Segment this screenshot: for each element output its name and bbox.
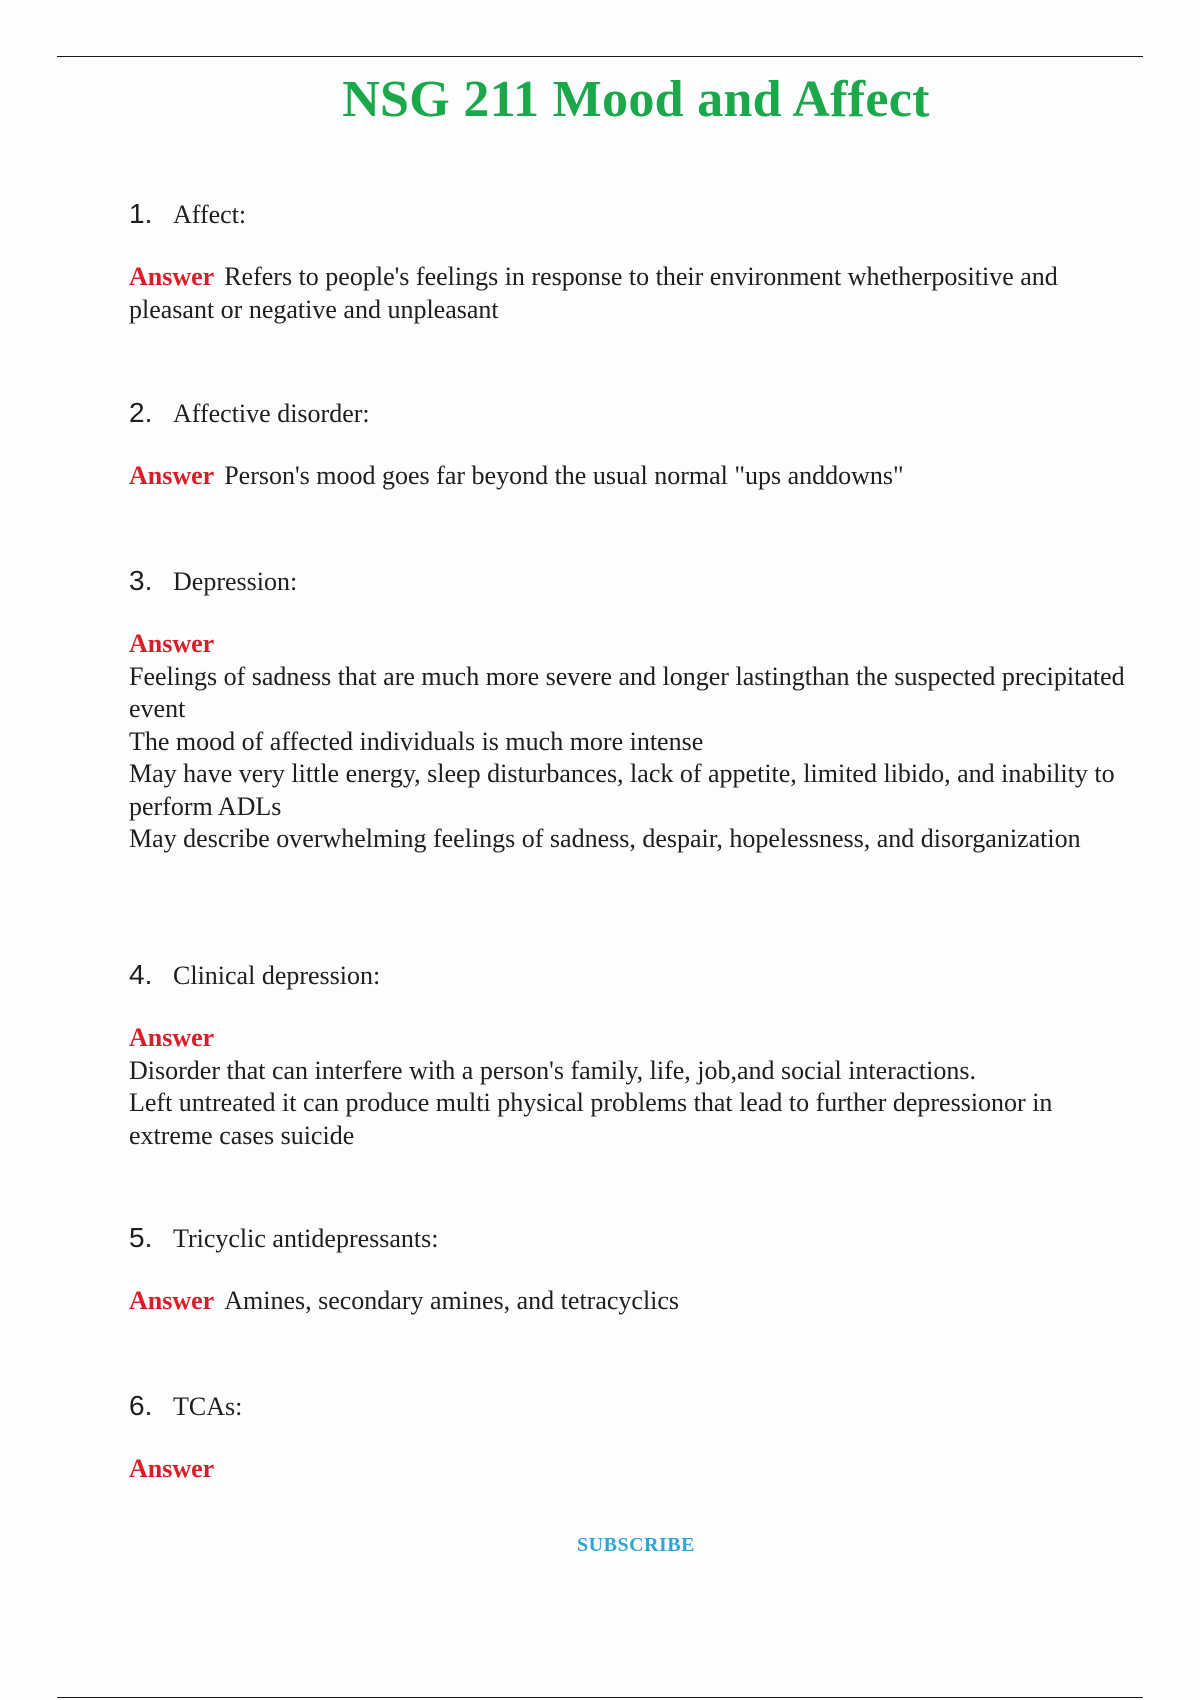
answer xyxy=(129,1453,1139,1486)
answer-label: Answer xyxy=(129,1023,215,1052)
answer-label: Answer xyxy=(129,1454,215,1483)
qa-item-6 xyxy=(129,1390,1139,1486)
question-text: Tricyclic antidepressants: xyxy=(173,1224,439,1253)
answer-label: Answer xyxy=(129,262,215,291)
question-number: 1. xyxy=(129,198,153,229)
question-number: 6. xyxy=(129,1390,153,1421)
answer-text: Person's mood goes far beyond the usual normal "ups anddowns" xyxy=(224,461,904,490)
qa-item-5 xyxy=(129,1222,1139,1318)
answer-text: Refers to people's feelings in response to their environment whetherpositive and pleasant or negative and unpleasant xyxy=(129,262,1058,324)
answer-text: Amines, secondary amines, and tetracyclics xyxy=(224,1286,680,1315)
question xyxy=(129,959,1139,992)
question xyxy=(129,565,1139,598)
answer xyxy=(129,1022,1139,1152)
document-title: NSG 211 Mood and Affect xyxy=(342,71,930,128)
question-number: 3. xyxy=(129,565,153,596)
question xyxy=(129,397,1139,430)
subscribe-link[interactable]: SUBSCRIBE xyxy=(577,1534,695,1556)
bottom-rule xyxy=(57,1697,1143,1698)
question-text: Affect: xyxy=(173,200,247,229)
answer xyxy=(129,1285,1139,1318)
question-text: TCAs: xyxy=(173,1392,243,1421)
question-text: Depression: xyxy=(173,567,298,596)
answer-line: May describe overwhelming feelings of sadness, despair, hopelessness, and disorganization xyxy=(129,824,1081,853)
answer xyxy=(129,460,1139,493)
question-text: Clinical depression: xyxy=(173,961,381,990)
answer-line: Feelings of sadness that are much more severe and longer lastingthan the suspected precipitated event xyxy=(129,661,1125,723)
top-rule xyxy=(57,56,1143,57)
answer-label: Answer xyxy=(129,629,215,658)
answer-line: Left untreated it can produce multi physical problems that lead to further depressionor in extreme cases suicide xyxy=(129,1088,1053,1150)
answer-line: The mood of affected individuals is much more intense xyxy=(129,726,704,756)
answer-line: Disorder that can interfere with a person's family, life, job,and social interactions. xyxy=(129,1055,976,1085)
question-number: 2. xyxy=(129,397,153,428)
qa-item-4 xyxy=(129,959,1139,1152)
answer xyxy=(129,628,1139,856)
answer-line: May have very little energy, sleep disturbances, lack of appetite, limited libido, and inability to perform ADLs xyxy=(129,759,1115,821)
answer-label: Answer xyxy=(129,461,215,490)
question xyxy=(129,1390,1139,1423)
question-text: Affective disorder: xyxy=(173,399,370,428)
question-number: 5. xyxy=(129,1222,153,1253)
question-number: 4. xyxy=(129,959,153,990)
question xyxy=(129,1222,1139,1255)
qa-item-3 xyxy=(129,565,1139,856)
qa-item-1 xyxy=(129,198,1139,326)
qa-item-2 xyxy=(129,397,1139,493)
question xyxy=(129,198,1139,231)
answer-label: Answer xyxy=(129,1286,215,1315)
answer xyxy=(129,261,1139,326)
